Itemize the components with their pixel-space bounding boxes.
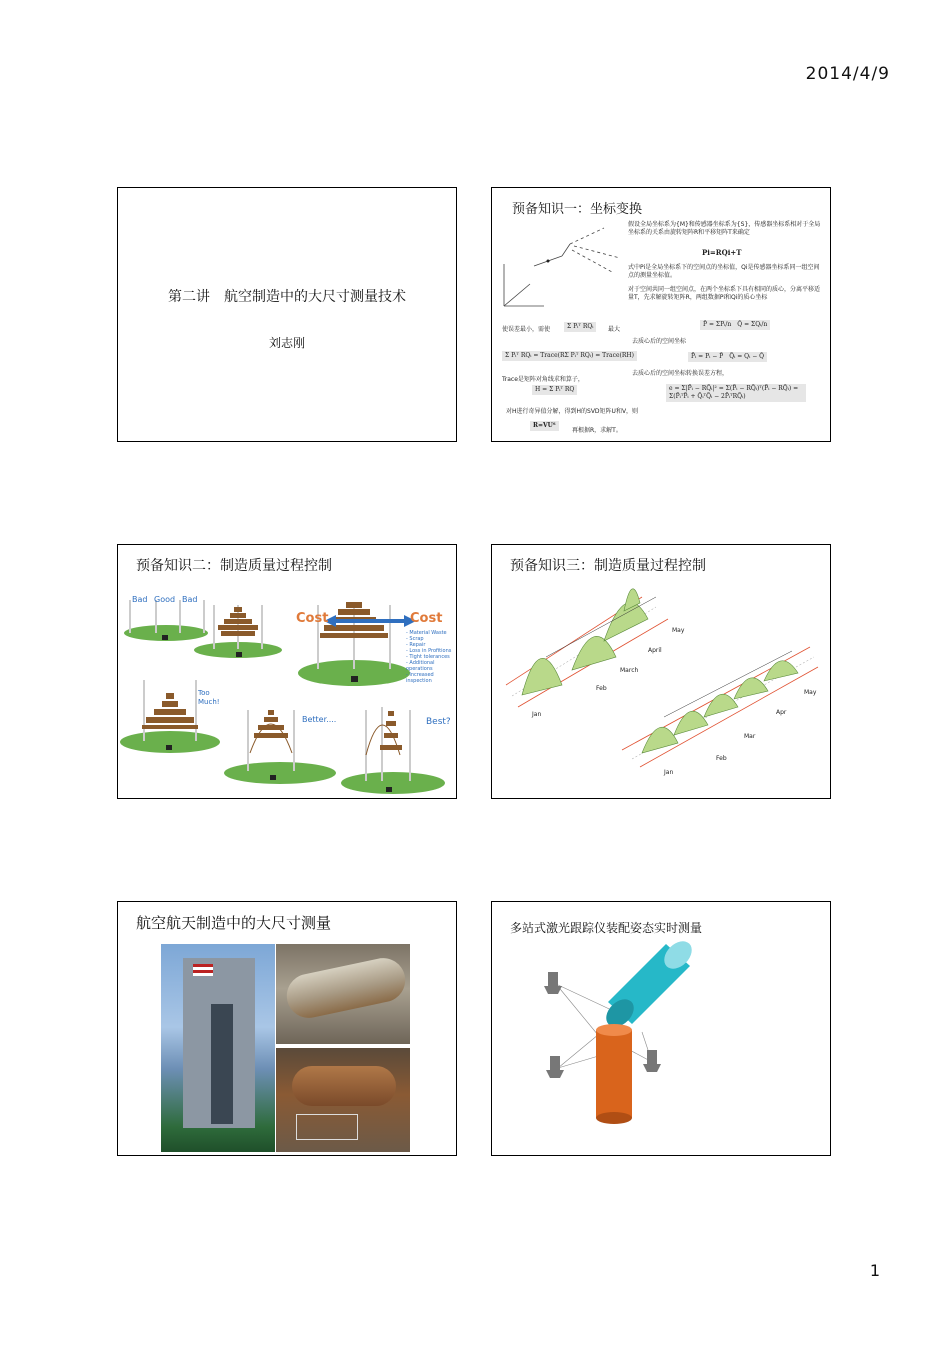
- month-label: May: [672, 627, 685, 634]
- error-label: 去质心后的空间坐标转换误差方程，: [632, 370, 729, 377]
- svd-note: 对H进行奇异值分解，得到H的SVD矩阵U和V，则: [506, 408, 639, 415]
- launch-tower-photo: [161, 944, 275, 1152]
- slide-title: 预备知识一：坐标变换: [512, 202, 643, 217]
- rocket-hangar-photo: [276, 944, 410, 1044]
- desc-text-2: 对于空间共同一组空间点，在两个坐标系下具有相同的质心，分离平移适量T，先求解旋转矩阵R，两组数据Pi和Qi的质心坐标: [628, 286, 821, 301]
- flag-icon: [193, 964, 213, 976]
- cost-item: - Loss in Profitions: [406, 648, 452, 654]
- sum-formula: Σ Pᵢᵀ RQᵢ: [564, 322, 596, 332]
- centroid-label: 去质心后的空间坐标: [632, 338, 687, 345]
- header-date: 2014/4/9: [805, 64, 890, 84]
- orange-cylinder: [596, 1024, 632, 1124]
- minimize-text: 使误差最小，需使: [502, 326, 551, 333]
- cost-item: - Repair: [406, 642, 426, 648]
- month-label: March: [620, 667, 639, 674]
- cost-item: - Tight tolerances: [406, 654, 450, 660]
- month-label: Feb: [596, 685, 607, 692]
- slide-title: 多站式激光跟踪仪装配姿态实时测量: [510, 921, 703, 935]
- cost-list: [406, 630, 456, 684]
- cyan-cylinder: [601, 936, 697, 1032]
- month-label: Feb: [716, 755, 727, 762]
- cost-item: - Increased inspection: [406, 672, 434, 684]
- label-cost-right: Cost: [410, 611, 443, 626]
- label-better: Better....: [302, 715, 337, 724]
- month-label: Jan: [532, 711, 542, 718]
- label-too-much: Too Much!: [198, 689, 220, 706]
- max-text: 最大: [608, 326, 621, 333]
- lecture-title: 第二讲 航空制造中的大尺寸测量技术: [168, 289, 406, 305]
- centroid-formula: P̄ = ΣPᵢ/n Q̄ = ΣQᵢ/n: [700, 320, 770, 330]
- slide-title: 预备知识三：制造质量过程控制: [510, 558, 706, 574]
- r-formula: R=VUᵀ: [530, 421, 559, 431]
- laser-tracker-diagram: [492, 902, 831, 1156]
- cost-item: - Material Waste: [406, 630, 447, 636]
- label-best: Best?: [426, 717, 451, 727]
- fuselage-section: [292, 1066, 396, 1106]
- diff-formula: P̃ᵢ = Pᵢ − P̄ Q̃ᵢ = Qᵢ − Q̄: [688, 352, 767, 362]
- slide-5: [117, 901, 457, 1156]
- label-bad-right: Bad: [182, 595, 198, 604]
- author-name: 刘志刚: [268, 336, 305, 350]
- assembly-photo: [276, 1048, 410, 1152]
- slide-title: 航空航天制造中的大尺寸测量: [136, 914, 332, 932]
- solve-note: 再根据R，求解T。: [572, 427, 622, 434]
- intro-text: 假设全局坐标系为{M}和传感器坐标系为{S}，传感器坐标系相对于全局坐标系的关系由旋转矩阵R和平移矩阵T来确定: [628, 221, 821, 236]
- slide-4: [491, 544, 831, 799]
- page-number: 1: [869, 1261, 880, 1280]
- slide-6: [491, 901, 831, 1156]
- month-label: Mar: [744, 733, 756, 740]
- main-equation: Pi=RQi+T: [702, 248, 742, 257]
- label-bad-left: Bad: [132, 595, 148, 604]
- trace-formula: Σ Pᵢᵀ RQᵢ = Trace(RΣ Pᵢᵀ RQᵢ) = Trace(RH): [502, 351, 637, 361]
- error-formula: e = Σ|P̃ᵢ − RQ̃ᵢ|² = Σ(P̃ᵢ − RQ̃ᵢ)ᵀ(P̃ᵢ − RQ̃ᵢ) = Σ(P̃ᵢᵀP̃ᵢ + Q̃ᵢᵀQ̃ᵢ − 2P̃ᵢᵀRQ̃ᵢ): [666, 384, 806, 402]
- scaffold: [296, 1114, 358, 1140]
- label-cost-left: Cost: [296, 611, 329, 626]
- process-distribution-diagram: [492, 545, 831, 799]
- slide-1: [117, 187, 457, 442]
- h-formula: H = Σ Pᵢᵀ RQ: [532, 385, 577, 395]
- desc-text-1: 式中Pi是全局坐标系下的空间点的坐标值，Qi是传感器坐标系同一组空间点的测量坐标值。: [628, 264, 820, 279]
- slide-3: [117, 544, 457, 799]
- label-good: Good: [154, 595, 176, 604]
- cost-item: - Scrap: [406, 636, 424, 642]
- trace-note: Trace是矩阵对角线求和算子，: [502, 376, 584, 383]
- tower-shadow: [211, 1004, 233, 1124]
- slide-title: 预备知识二：制造质量过程控制: [136, 558, 332, 574]
- month-label: Apr: [776, 709, 787, 716]
- month-label: May: [804, 689, 817, 696]
- month-label: Jan: [664, 769, 674, 776]
- rocket-body: [283, 954, 410, 1022]
- slide-2: [491, 187, 831, 442]
- month-label: April: [648, 647, 662, 654]
- cost-item: - Additional operations: [406, 660, 435, 672]
